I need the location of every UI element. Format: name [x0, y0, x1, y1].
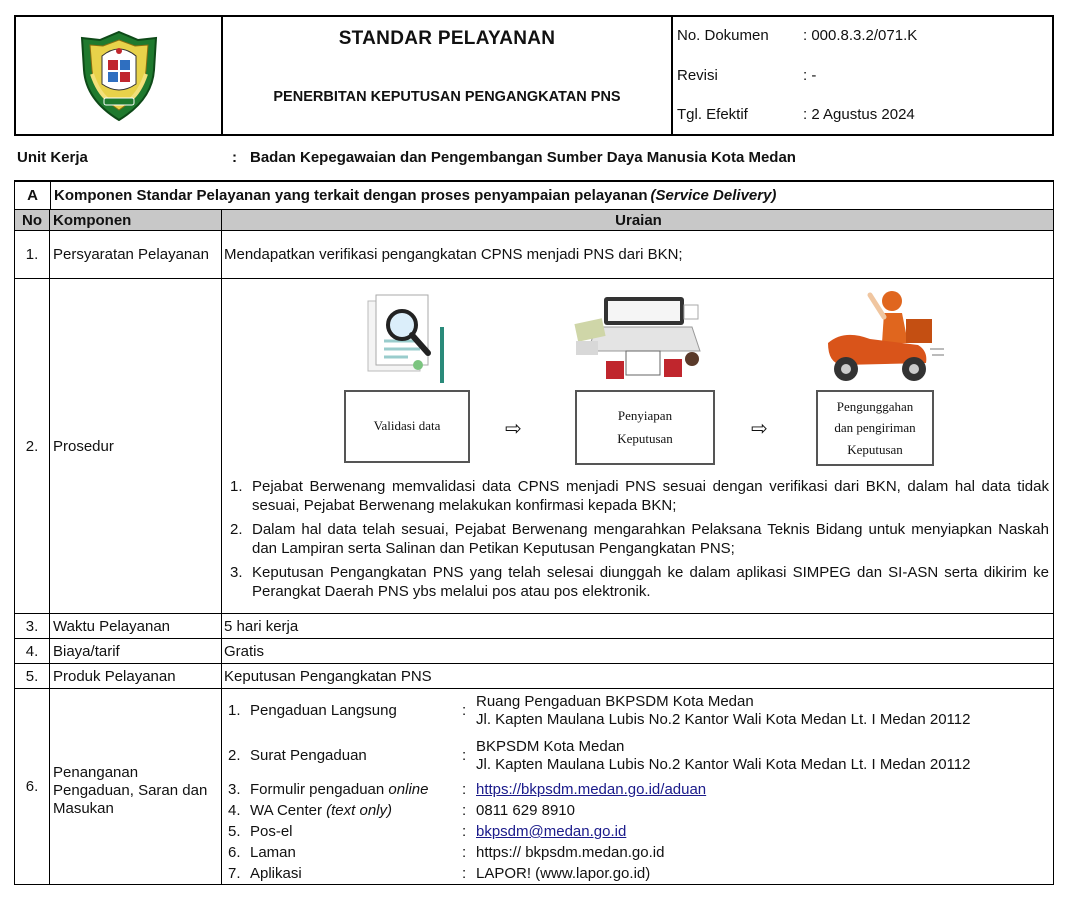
row-komponen: Waktu Pelayanan — [50, 614, 222, 638]
item-label: Surat Pengaduan — [250, 747, 367, 764]
table-row — [15, 279, 1053, 614]
row-komponen: Produk Pelayanan — [50, 664, 222, 688]
step-label-line: Pengunggahan — [836, 398, 914, 414]
section-title — [51, 182, 1053, 209]
item-number: 4. — [228, 802, 241, 819]
document-header — [14, 15, 1054, 136]
item-value — [476, 738, 970, 774]
item-text: Keputusan Pengangkatan PNS yang telah selesai diunggah ke dalam aplikasi SIMPEG dan SI-ASN serta dikirim ke Perangkat Daerah PNS ybs melalui pos atau pos elektronik. — [252, 564, 1049, 600]
row-uraian: 5 hari kerja — [224, 617, 299, 635]
item-label: Pengaduan Langsung — [250, 702, 397, 719]
prosedur-list — [230, 477, 1049, 606]
row-no: 2. — [15, 279, 50, 613]
item-colon: : — [462, 747, 467, 764]
service-table — [14, 180, 1054, 885]
value-line: Jl. Kapten Maulana Lubis No.2 Kantor Wali Kota Medan Lt. I Medan 20112 — [476, 756, 971, 773]
document-meta — [673, 17, 1052, 134]
meta-value: : 000.8.3.2/071.K — [803, 27, 918, 44]
unit-value: Badan Kepegawaian dan Pengembangan Sumber Daya Manusia Kota Medan — [250, 149, 796, 166]
step-label: Validasi data — [373, 418, 441, 434]
item-label — [250, 781, 462, 799]
prosedur-cell — [222, 279, 1053, 613]
item-number: 2. — [230, 521, 243, 538]
item-value — [476, 693, 970, 729]
item-number: 2. — [228, 747, 241, 764]
meta-value: : - — [803, 67, 817, 84]
item-number: 3. — [228, 781, 241, 798]
section-row — [14, 180, 1054, 210]
item-value: https:// bkpsdm.medan.go.id — [476, 844, 665, 861]
aduan-link[interactable]: https://bkpsdm.medan.go.id/aduan — [476, 781, 707, 798]
section-title-italic: (Service Delivery) — [650, 187, 777, 204]
value-line: Ruang Pengaduan BKPSDM Kota Medan — [476, 693, 754, 710]
meta-tgl-efektif — [677, 106, 915, 123]
value-line: Jl. Kapten Maulana Lubis No.2 Kantor Wali Kota Medan Lt. I Medan 20112 — [476, 711, 971, 728]
row-komponen: Persyaratan Pelayanan — [50, 231, 222, 278]
item-number: 5. — [228, 823, 241, 840]
step-penyiapan-keputusan — [575, 390, 715, 465]
pengaduan-item — [228, 781, 1053, 799]
pengaduan-item — [228, 823, 1053, 841]
meta-value: : 2 Agustus 2024 — [803, 106, 915, 123]
item-value: LAPOR! (www.lapor.go.id) — [476, 865, 651, 882]
meta-no-dokumen — [677, 27, 917, 44]
pengaduan-item — [228, 865, 1053, 883]
pengaduan-cell — [222, 689, 1053, 884]
pengaduan-item — [228, 738, 1053, 774]
row-uraian: Mendapatkan verifikasi pengangkatan CPNS menjadi PNS dari BKN; — [224, 246, 683, 263]
list-item — [230, 563, 1049, 601]
item-label-text: Formulir pengaduan — [250, 781, 389, 798]
document-subtitle: PENERBITAN KEPUTUSAN PENGANGKATAN PNS — [273, 89, 621, 105]
item-colon: : — [462, 702, 467, 719]
arrow-right-icon: ⇨ — [751, 418, 768, 440]
table-header-row — [15, 210, 1053, 231]
step-pengunggahan — [816, 390, 934, 466]
row-no: 4. — [15, 639, 50, 663]
item-text: Pejabat Berwenang memvalidasi data CPNS menjadi PNS sesuai dengan verifikasi dari BKN, dalam hal data tidak sesuai, Pejabat Berwenang melakukan konfirmasi kepada BKN; — [252, 478, 1049, 514]
meta-label: Tgl. Efektif — [677, 106, 748, 123]
item-number: 6. — [228, 844, 241, 861]
laptop-desk-icon — [574, 295, 710, 381]
header-no: No — [15, 210, 50, 230]
table-row — [15, 639, 1053, 664]
row-no: 6. — [15, 689, 50, 884]
row-komponen: Biaya/tarif — [50, 639, 222, 663]
step-label-line: Keputusan — [617, 430, 673, 446]
row-uraian: Keputusan Pengangkatan PNS — [224, 667, 432, 685]
document-title: STANDAR PELAYANAN — [338, 28, 556, 49]
unit-label: Unit Kerja — [17, 149, 88, 166]
list-item — [230, 520, 1049, 558]
table-row — [15, 689, 1053, 885]
table-row — [15, 231, 1053, 279]
table-row — [15, 614, 1053, 639]
pengaduan-item — [228, 802, 1053, 820]
step-label-line: dan pengiriman — [834, 420, 916, 436]
logo-cell — [16, 17, 223, 134]
item-colon: : — [462, 823, 467, 840]
header-uraian: Uraian — [615, 211, 662, 229]
row-no: 5. — [15, 664, 50, 688]
row-komponen: Prosedur — [50, 279, 222, 613]
item-text: Dalam hal data telah sesuai, Pejabat Berwenang mengarahkan Pelaksana Teknis Bidang untuk menyiapkan Naskah dan Lampiran serta Salinan dan Petikan Keputusan Pengangkatan PNS; — [252, 521, 1049, 557]
item-number: 1. — [230, 478, 243, 495]
email-link[interactable]: bkpsdm@medan.go.id — [476, 823, 627, 840]
magnifier-document-icon — [358, 291, 452, 385]
item-label-italic: (text only) — [326, 802, 392, 819]
unit-colon: : — [232, 149, 237, 166]
item-label — [250, 802, 462, 820]
item-number: 3. — [230, 564, 243, 581]
value-line: BKPSDM Kota Medan — [476, 738, 625, 755]
list-item — [230, 477, 1049, 515]
item-label-italic: online — [388, 781, 429, 798]
item-colon: : — [462, 844, 467, 861]
section-title-text: Komponen Standar Pelayanan yang terkait dengan proses penyampaian pelayanan — [54, 187, 648, 204]
meta-label: No. Dokumen — [677, 27, 769, 44]
step-label-line: Penyiapan — [617, 408, 673, 424]
section-letter: A — [15, 182, 51, 209]
item-number: 1. — [228, 702, 241, 719]
item-label: Pos-el — [250, 823, 293, 840]
step-validasi-data — [344, 390, 470, 463]
item-colon: : — [462, 802, 467, 819]
courier-scooter-icon — [822, 283, 946, 387]
arrow-right-icon: ⇨ — [505, 418, 522, 440]
item-value: 0811 629 8910 — [476, 802, 575, 819]
step-label-line: Keputusan — [847, 441, 903, 457]
row-no: 1. — [15, 231, 50, 278]
meta-revisi — [677, 67, 816, 84]
item-label-text: WA Center — [250, 802, 327, 819]
pengaduan-item — [228, 693, 1053, 729]
row-komponen: Penanganan Pengaduan, Saran dan Masukan — [50, 689, 222, 884]
item-number: 7. — [228, 865, 241, 882]
item-label: Aplikasi — [250, 865, 302, 882]
pengaduan-item — [228, 844, 1053, 862]
item-colon: : — [462, 781, 467, 798]
row-no: 3. — [15, 614, 50, 638]
meta-label: Revisi — [677, 67, 718, 84]
item-colon: : — [462, 865, 467, 882]
table-row — [15, 664, 1053, 689]
header-komponen: Komponen — [50, 210, 222, 230]
kota-medan-emblem-icon — [78, 30, 160, 122]
row-uraian: Gratis — [224, 642, 265, 660]
item-label: Laman — [250, 844, 296, 861]
title-cell — [223, 17, 673, 134]
